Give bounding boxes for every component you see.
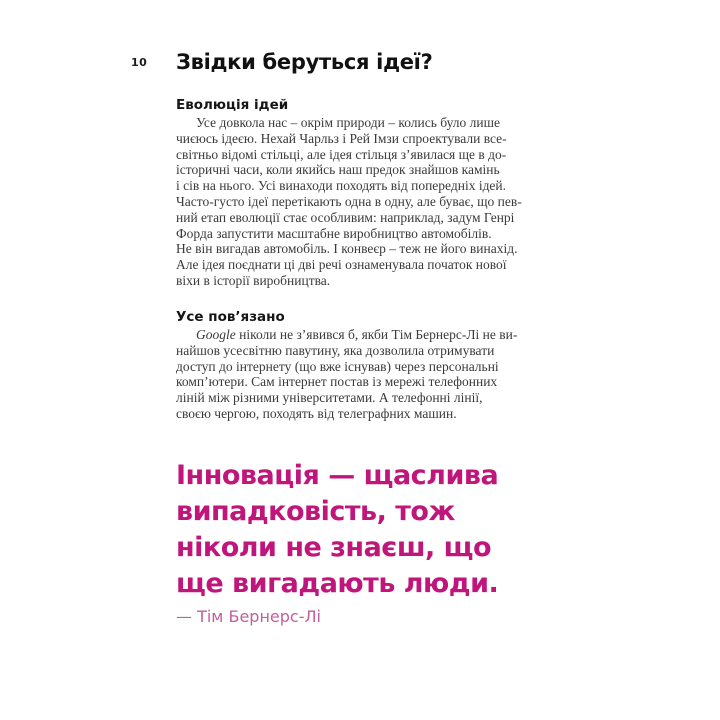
- paragraph-first-line-rest: ніколи не з’явився б, якби Тім Бернерс-Лі не ви-: [235, 327, 518, 342]
- google-italic-word: Google: [196, 327, 236, 342]
- section-heading: Еволюція ідей: [176, 97, 289, 113]
- section-heading: Усе пов’язано: [176, 309, 285, 325]
- quote-attribution: — Тім Бернерс-Лі: [176, 607, 321, 626]
- section-evolution-of-ideas: [176, 97, 560, 289]
- pull-quote-text: Інновація — щаслива випадковість, тож ніколи не знаєш, що ще вигадають люди.: [176, 460, 499, 599]
- page-number: 10: [131, 56, 148, 69]
- paragraph-lines: найшов усесвітню павутину, яка дозволила отримувати доступ до інтернету (що вже існував) через персональні комп’ютери. Сам інтернет постав із мережі телефонних ліній між різними університетами. А телефонні лінії, своєю чергою, походять від телеграфних машин.: [176, 342, 499, 421]
- body-paragraph: Усе довкола нас – окрім природи – колись було лише чиєюсь ідеєю. Нехай Чарльз і Рей Імзи спроектували все- світньо відомі стільці, але ідея стільця з’явилася ще в до- історичні часи, коли якийсь наш предок знайшов камінь і сів на нього. Усі винаходи походять від попередніх ідей. Часто-густо ідеї перетікають одна в одну, але буває, що пев- ний етап еволюції стає особливим: наприклад, задум Генрі Форда запустити масштабне виробництво автомобілів. Не він вигадав автомобіль. І конвеєр – теж не його винахід. Але ідея поєднати ці дві речі ознаменувала початок нової віхи в історії виробництва.: [176, 115, 522, 288]
- section-everything-connected: [176, 309, 560, 422]
- page-title: Звідки беруться ідеї?: [176, 50, 433, 74]
- page-content: [176, 50, 560, 627]
- pull-quote-block: [176, 458, 560, 627]
- body-paragraph: [176, 327, 560, 422]
